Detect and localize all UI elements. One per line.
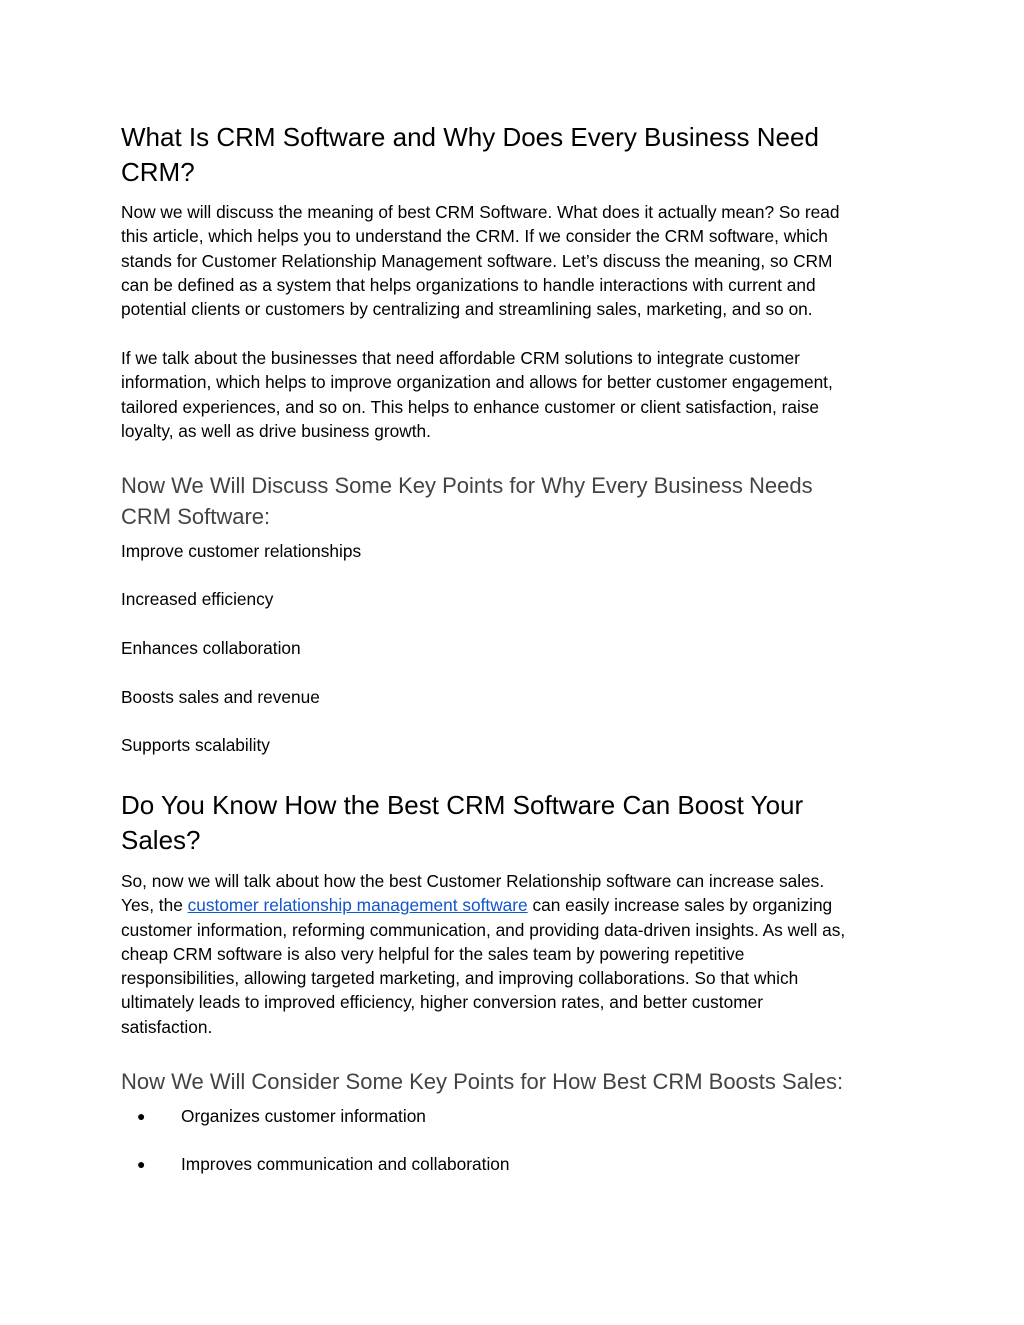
bullet-item: Organizes customer information bbox=[181, 1106, 426, 1126]
paragraph-affordable-crm bbox=[121, 346, 921, 443]
heading-line: What Is CRM Software and Why Does Every Business Need bbox=[121, 122, 819, 152]
text-line: cheap CRM software is also very helpful for the sales team by powering repetitive bbox=[121, 943, 745, 964]
key-point: Increased efficiency bbox=[121, 589, 274, 609]
text-line: information, which helps to improve organization and allows for better customer engagement, bbox=[121, 372, 833, 393]
text-fragment: Yes, the bbox=[121, 895, 188, 916]
text-fragment: can easily increase sales by organizing bbox=[527, 895, 833, 916]
subheading-line: Now We Will Discuss Some Key Points for Why Every Business Needs bbox=[121, 473, 813, 498]
text-line bbox=[121, 893, 921, 917]
text-line: tailored experiences, and so on. This helps to enhance customer or client satisfaction, raise bbox=[121, 396, 820, 417]
text-line: this article, which helps you to understand the CRM. If we consider the CRM software, which bbox=[121, 226, 828, 247]
crm-software-link[interactable]: customer relationship management software bbox=[187, 895, 528, 916]
subheading-line: Now We Will Consider Some Key Points for How Best CRM Boosts Sales: bbox=[121, 1069, 844, 1094]
bullet-icon: ● bbox=[137, 1108, 146, 1124]
heading-line: Do You Know How the Best CRM Software Can Boost Your bbox=[121, 790, 804, 820]
text-line: ultimately leads to improved efficiency, higher conversion rates, and better customer bbox=[121, 992, 763, 1013]
text-line: Now we will discuss the meaning of best CRM Software. What does it actually mean? So read bbox=[121, 202, 840, 222]
heading-line: CRM? bbox=[121, 157, 195, 187]
subheading-key-points-why bbox=[121, 470, 921, 532]
key-point: Boosts sales and revenue bbox=[121, 687, 320, 707]
text-line: So, now we will talk about how the best Customer Relationship software can increase sales. bbox=[121, 871, 825, 891]
heading-line: Sales? bbox=[121, 825, 201, 855]
text-line: customer information, reforming communication, and providing data-driven insights. As well as, bbox=[121, 919, 846, 940]
bullet-item: Improves communication and collaboration bbox=[181, 1154, 510, 1174]
text-line: satisfaction. bbox=[121, 1016, 213, 1037]
paragraph-boost-sales bbox=[121, 869, 921, 1039]
bullet-icon: ● bbox=[137, 1156, 146, 1172]
key-point: Enhances collaboration bbox=[121, 638, 301, 658]
text-line: If we talk about the businesses that need affordable CRM solutions to integrate customer bbox=[121, 348, 800, 368]
text-line: responsibilities, allowing targeted marketing, and improving collaborations. So that which bbox=[121, 968, 799, 989]
subheading-line: CRM Software: bbox=[121, 504, 271, 529]
heading-what-is-crm bbox=[121, 120, 921, 190]
text-line: loyalty, as well as drive business growth. bbox=[121, 420, 431, 441]
text-line: stands for Customer Relationship Management software. Let’s discuss the meaning, so CRM bbox=[121, 250, 833, 271]
heading-boost-sales bbox=[121, 788, 921, 858]
subheading-key-points-boost bbox=[121, 1066, 921, 1097]
text-line: potential clients or customers by centralizing and streamlining sales, marketing, and so on. bbox=[121, 299, 813, 320]
paragraph-crm-meaning bbox=[121, 200, 921, 321]
key-point: Supports scalability bbox=[121, 735, 270, 755]
text-line: can be defined as a system that helps organizations to handle interactions with current and bbox=[121, 274, 816, 295]
key-point: Improve customer relationships bbox=[121, 541, 362, 561]
